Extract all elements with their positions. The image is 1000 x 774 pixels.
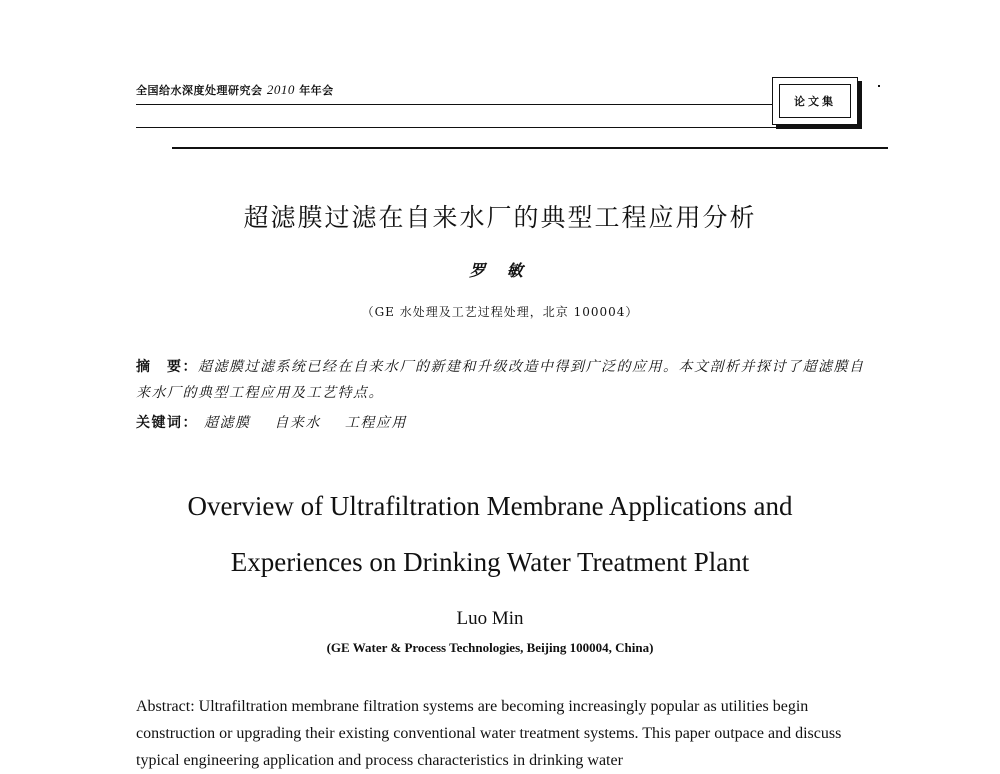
chinese-keywords [136, 412, 425, 432]
collection-badge-label: 论文集 [779, 84, 851, 118]
chinese-title: 超滤膜过滤在自来水厂的典型工程应用分析 [243, 203, 757, 232]
scan-dot [878, 85, 880, 87]
running-header [136, 82, 334, 98]
running-title-year: 2010 [266, 82, 295, 97]
running-title-suffix: 年年会 [299, 84, 334, 97]
header-rule-top [136, 104, 776, 105]
chinese-abstract-label: 摘 要： [136, 359, 198, 375]
english-title-line-1: Overview of Ultrafiltration Membrane Applications and [187, 491, 793, 521]
chinese-abstract-text: 超滤膜过滤系统已经在自来水厂的新建和升级改造中得到广泛的应用。本文剖析并探讨了超滤膜自来水厂的典型工程应用及工艺特点。 [136, 359, 865, 401]
chinese-keyword: 超滤膜 [203, 415, 251, 431]
header-rule-bottom [172, 147, 888, 149]
english-title-line-2: Experiences on Drinking Water Treatment Plant [230, 547, 750, 577]
chinese-affiliation: （GE 水处理及工艺过程处理，北京 100004） [361, 305, 639, 319]
english-author: Luo Min [456, 608, 524, 629]
english-abstract: Abstract: Ultrafiltration membrane filtration systems are becoming increasingly popular as utilities begin construction or upgrading their existing conventional water treatment systems. This paper outpace and discuss typical engineering application and process characteristics in drinking water [136, 698, 842, 769]
chinese-keywords-label: 关键词： [136, 415, 198, 431]
english-affiliation: (GE Water & Process Technologies, Beijing 100004, China) [326, 640, 654, 655]
chinese-keyword: 工程应用 [344, 415, 407, 431]
chinese-author: 罗 敏 [469, 261, 531, 280]
english-title [0, 478, 980, 590]
chinese-abstract [136, 354, 866, 406]
chinese-keyword: 自来水 [274, 415, 321, 431]
header-rule-middle [136, 127, 776, 128]
collection-badge [772, 77, 858, 125]
running-title-prefix: 全国给水深度处理研究会 [136, 84, 263, 97]
